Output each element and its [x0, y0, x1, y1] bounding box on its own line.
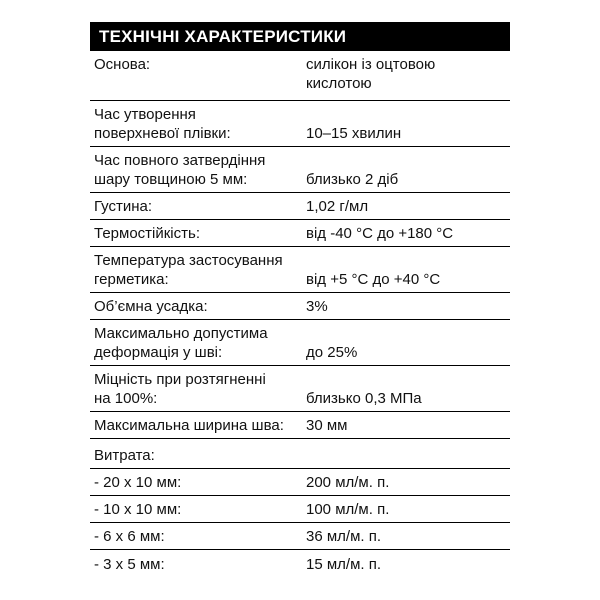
spec-value: силікон із оцтовою кислотою — [306, 56, 436, 92]
spec-value: 100 мл/м. п. — [306, 501, 390, 518]
spec-value: близько 0,3 МПа — [306, 390, 422, 407]
spec-row-application-temp — [90, 247, 510, 293]
spec-value: 1,02 г/мл — [306, 198, 369, 215]
spec-value: 3% — [306, 298, 328, 315]
spec-value: 15 мл/м. п. — [306, 556, 382, 573]
spec-row-cure-time — [90, 147, 510, 193]
spec-label: Максимальна ширина шва: — [94, 417, 284, 434]
spec-value: від +5 °С до +40 °С — [306, 271, 441, 288]
spec-value: 30 мм — [306, 417, 348, 434]
spec-value: близько 2 діб — [306, 171, 399, 188]
spec-label: Міцність при розтягненні на 100%: — [94, 371, 266, 407]
spec-label: - 10 х 10 мм: — [94, 501, 182, 518]
spec-label: Витрата: — [94, 447, 155, 464]
spec-value: від -40 °С до +180 °С — [306, 225, 454, 242]
spec-label: Час утворення поверхневої плівки: — [94, 106, 231, 142]
spec-value: 10–15 хвилин — [306, 125, 402, 142]
spec-label: Час повного затвердіння шару товщиною 5 мм: — [94, 152, 266, 188]
spec-row-consumption — [90, 439, 510, 469]
spec-label: Температура застосування герметика: — [94, 252, 283, 288]
spec-row-joint-width — [90, 412, 510, 439]
spec-label: - 3 х 5 мм: — [94, 556, 165, 573]
spec-row-consumption-3x5 — [90, 550, 510, 577]
spec-title: ТЕХНІЧНІ ХАРАКТЕРИСТИКИ — [90, 22, 510, 51]
spec-row-tensile-strength — [90, 366, 510, 412]
spec-value: 200 мл/м. п. — [306, 474, 390, 491]
spec-row-consumption-10x10 — [90, 496, 510, 523]
spec-row-shrinkage — [90, 293, 510, 320]
spec-label: Максимально допустима деформація у шві: — [94, 325, 268, 361]
spec-label: - 6 х 6 мм: — [94, 528, 165, 545]
spec-row-density — [90, 193, 510, 220]
spec-label: Основа: — [94, 56, 151, 73]
spec-row-consumption-6x6 — [90, 523, 510, 550]
spec-label: Густина: — [94, 198, 152, 215]
spec-row-deformation — [90, 320, 510, 366]
spec-row-base — [90, 51, 510, 101]
spec-value: 36 мл/м. п. — [306, 528, 382, 545]
spec-row-consumption-20x10 — [90, 469, 510, 496]
spec-value: до 25% — [306, 344, 358, 361]
spec-label: - 20 х 10 мм: — [94, 474, 182, 491]
spec-row-heat-resistance — [90, 220, 510, 247]
spec-row-skin-time — [90, 101, 510, 147]
spec-sheet — [90, 22, 510, 577]
spec-label: Об’ємна усадка: — [94, 298, 208, 315]
spec-label: Термостійкість: — [94, 225, 200, 242]
